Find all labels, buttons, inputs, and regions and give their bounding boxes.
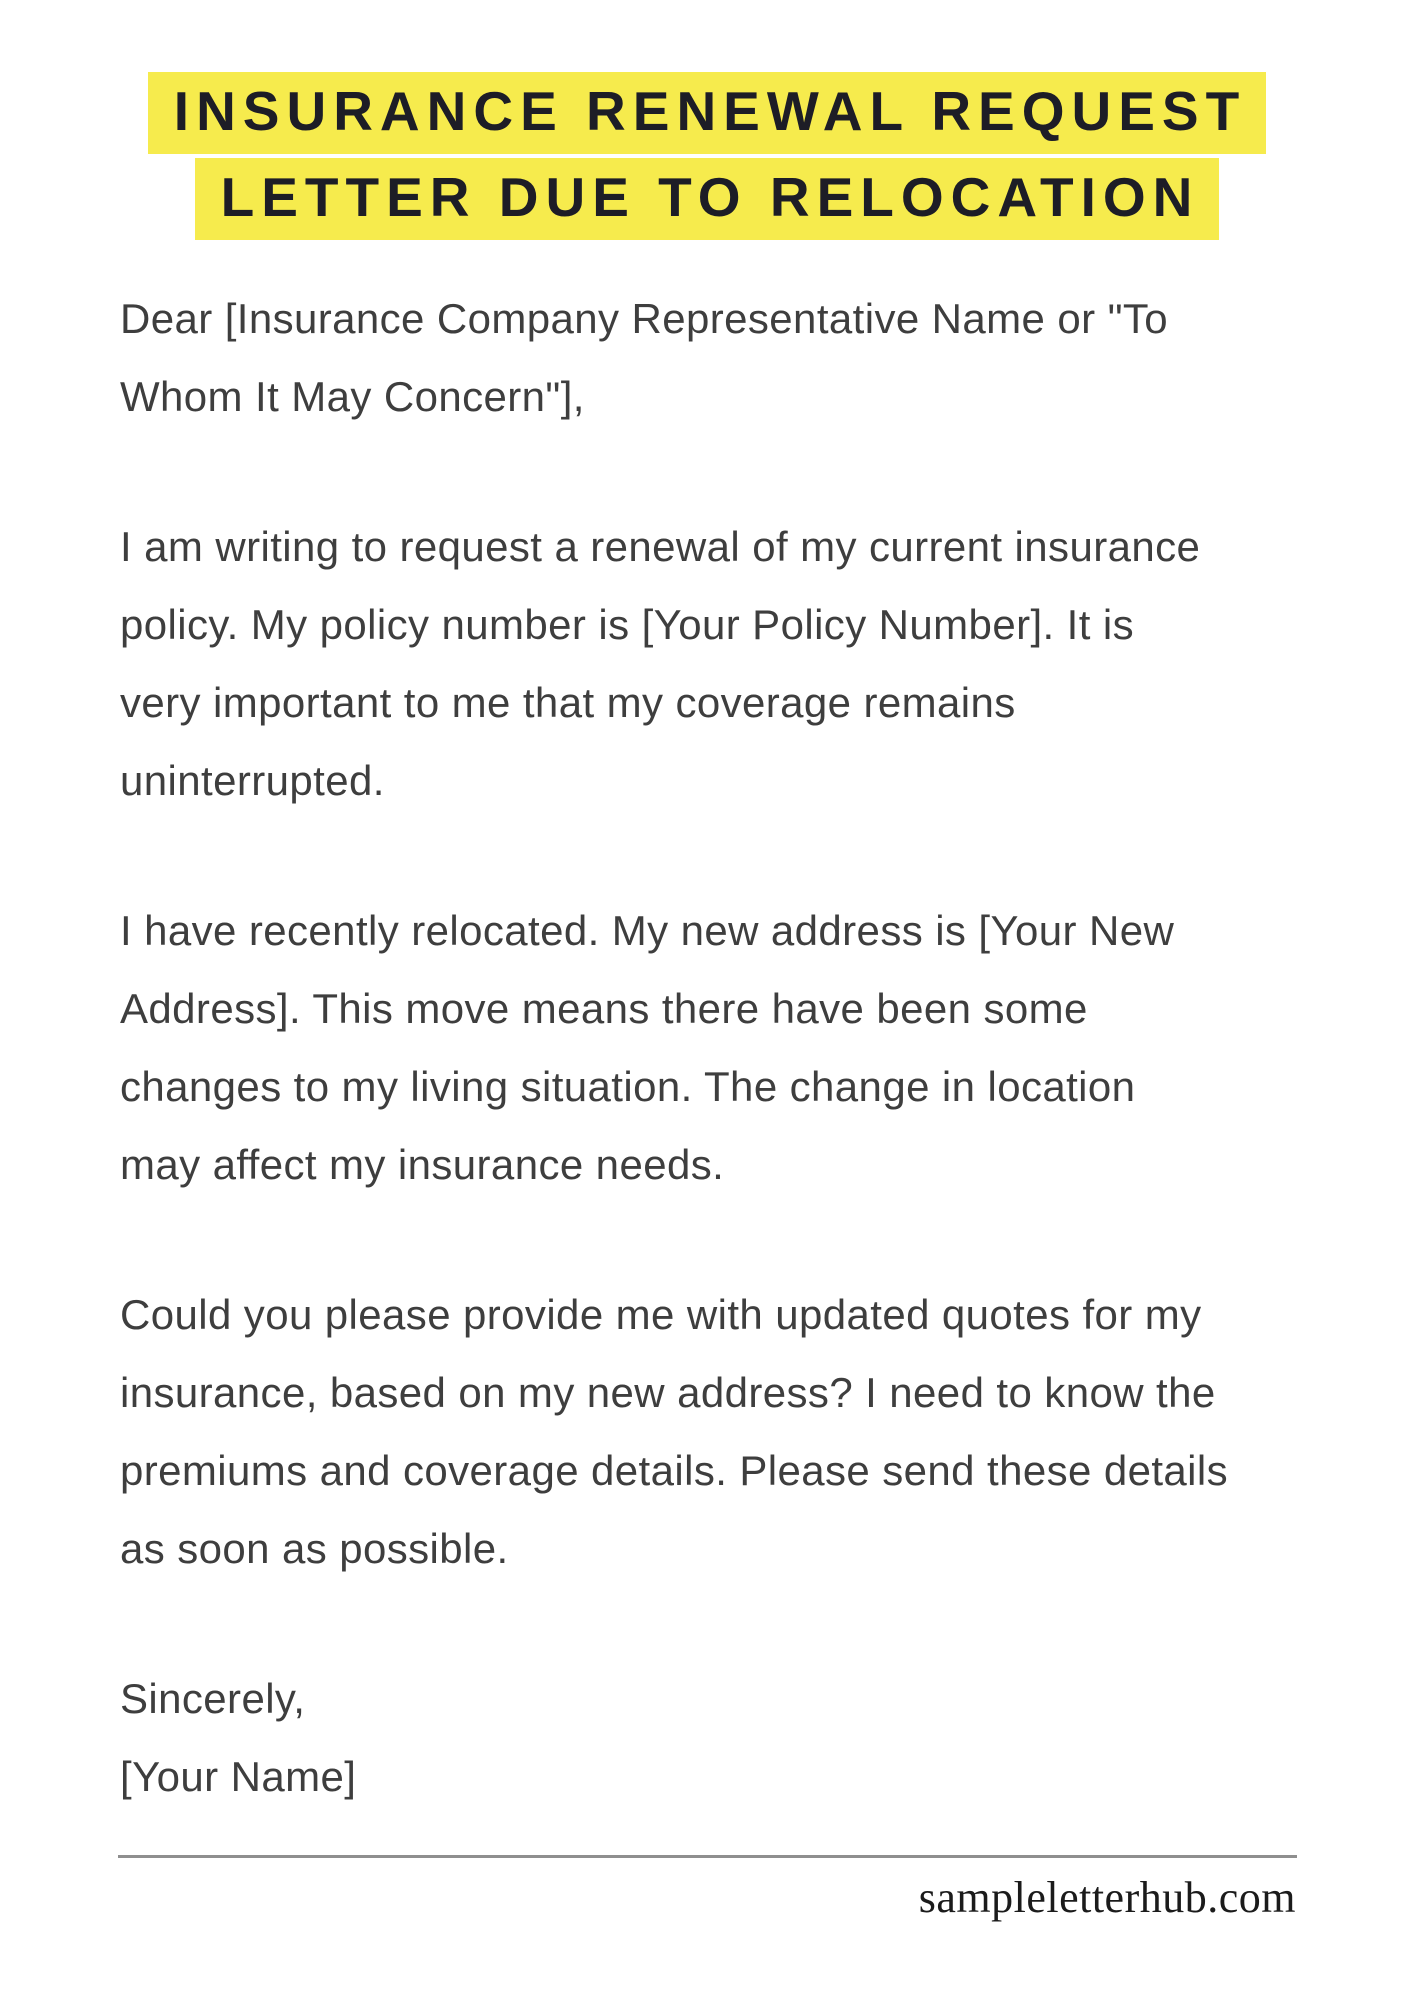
letter-line: policy. My policy number is [Your Policy Number]. It is [120,601,1135,648]
letter-line: very important to me that my coverage remains [120,679,1016,726]
letter-line: Dear [Insurance Company Representative Name or "To [120,295,1169,342]
title-line-1 [0,72,1414,154]
letter-line: uninterrupted. [120,757,385,804]
letter-line: may affect my insurance needs. [120,1141,725,1188]
letter-line: Could you please provide me with updated quotes for my [120,1291,1202,1338]
closing-name-placeholder: [Your Name] [120,1753,357,1800]
footer-site-text: sampleletterhub.com [918,1873,1296,1922]
letter-line: insurance, based on my new address? I need to know the [120,1369,1216,1416]
letter-line: I am writing to request a renewal of my current insurance [120,523,1201,570]
page-title [0,0,1414,240]
closing-sincerely: Sincerely, [120,1675,306,1722]
letter-line: Address]. This move means there have been some [120,985,1088,1032]
paragraph-salutation [120,280,1354,436]
paragraph-quote-request [120,1276,1354,1588]
title-line-2 [0,158,1414,240]
title-highlight-2: LETTER DUE TO RELOCATION [195,158,1220,240]
footer-divider [118,1855,1297,1858]
letter-line: I have recently relocated. My new address is [Your New [120,907,1175,954]
paragraph-relocation [120,892,1354,1204]
letter-line: premiums and coverage details. Please send these details [120,1447,1229,1494]
letter-line: as soon as possible. [120,1525,509,1572]
paragraph-renewal-request [120,508,1354,820]
letter-body [120,280,1354,1816]
paragraph-closing [120,1660,1354,1816]
letter-line: Whom It May Concern"], [120,373,585,420]
letter-line: changes to my living situation. The change in location [120,1063,1136,1110]
title-highlight-1: INSURANCE RENEWAL REQUEST [148,72,1266,154]
